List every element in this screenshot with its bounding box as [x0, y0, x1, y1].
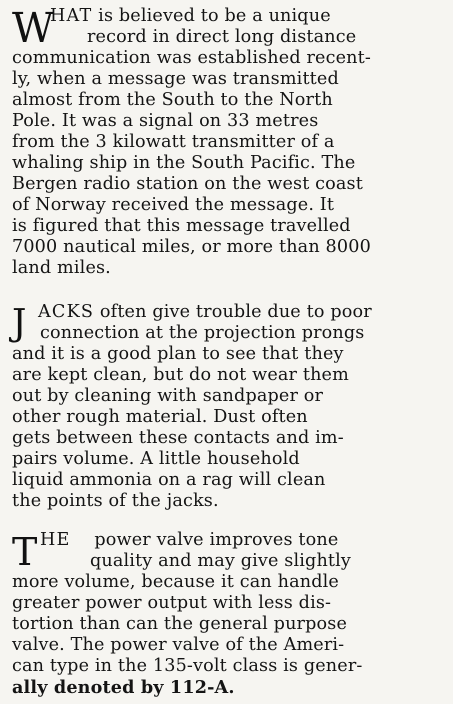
- article-line: is figured that this message travelled: [12, 216, 351, 236]
- article-line: the points of the jacks.: [12, 491, 219, 511]
- article-jacks: [12, 302, 442, 514]
- dropcap-letter: J: [12, 303, 27, 344]
- first-line-text: is believed to be a unique: [98, 6, 331, 26]
- article-line: of Norway received the message. It: [12, 195, 335, 215]
- article-power-valve: [12, 530, 442, 700]
- article-line: more volume, because it can handle: [12, 572, 339, 592]
- article-line: record in direct long distance: [87, 27, 357, 47]
- article-line: communication was established recent-: [12, 48, 371, 68]
- article-line: ly, when a message was transmitted: [12, 69, 339, 89]
- article-line: Bergen radio station on the west coast: [12, 174, 363, 194]
- article-line: out by cleaning with sandpaper or: [12, 386, 324, 406]
- dropcap-letter: W: [12, 4, 55, 52]
- article-line: greater power output with less dis-: [12, 593, 332, 613]
- dropcap-letter: T: [12, 530, 38, 574]
- article-line: land miles.: [12, 258, 111, 278]
- article-line: ally denoted by 112-A.: [12, 677, 235, 698]
- article-line: tortion than can the general purpose: [12, 614, 348, 634]
- article-line: valve. The power valve of the Ameri-: [12, 635, 345, 655]
- article-record-communication: [12, 6, 442, 288]
- article-line: are kept clean, but do not wear them: [12, 365, 349, 385]
- first-line-text: power valve improves tone: [94, 530, 339, 550]
- article-line: and it is a good plan to see that they: [12, 344, 344, 364]
- article-line: liquid ammonia on a rag will clean: [12, 470, 326, 490]
- first-line-text: often give trouble due to poor: [99, 302, 372, 322]
- article-line: whaling ship in the South Pacific. The: [12, 153, 356, 173]
- lead-in-word: HE: [40, 530, 71, 550]
- lead-in-word: ACKS: [38, 302, 95, 322]
- article-line: can type in the 135-volt class is gener-: [12, 656, 363, 676]
- article-first-line: [40, 530, 338, 551]
- lead-in-word: HAT: [50, 6, 93, 26]
- article-line: Pole. It was a signal on 33 metres: [12, 111, 319, 131]
- article-first-line: [50, 6, 331, 27]
- article-line: pairs volume. A little household: [12, 449, 300, 469]
- article-line: 7000 nautical miles, or more than 8000: [12, 237, 371, 257]
- article-line: from the 3 kilowatt transmitter of a: [12, 132, 335, 152]
- article-line: almost from the South to the North: [12, 90, 333, 110]
- article-line: quality and may give slightly: [90, 551, 352, 571]
- article-line: gets between these contacts and im-: [12, 428, 344, 448]
- article-first-line: [38, 302, 372, 323]
- article-line: connection at the projection prongs: [40, 323, 365, 343]
- article-line: other rough material. Dust often: [12, 407, 308, 427]
